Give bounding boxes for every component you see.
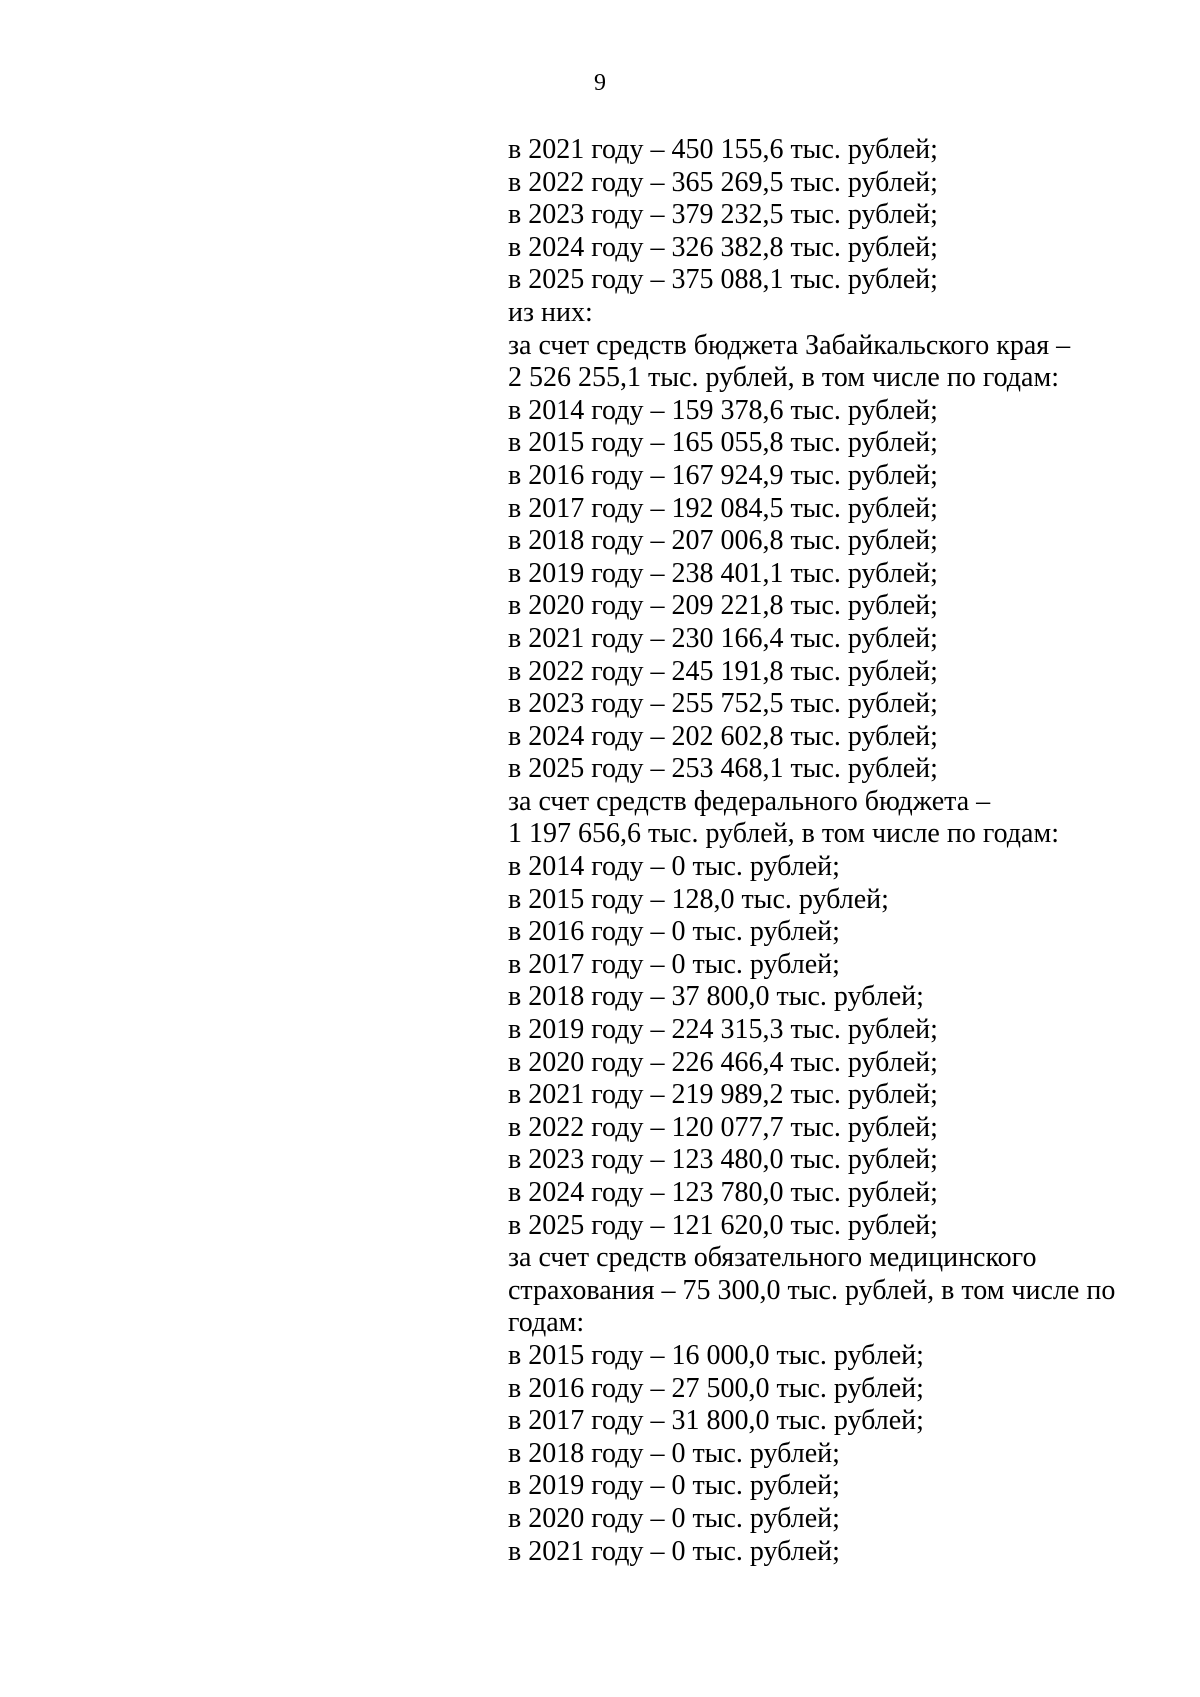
text-line: в 2017 году – 0 тыс. рублей; xyxy=(508,948,840,980)
text-line: в 2019 году – 0 тыс. рублей; xyxy=(508,1470,840,1502)
text-line: годам: xyxy=(508,1307,585,1339)
text-line: в 2016 году – 27 500,0 тыс. рублей; xyxy=(508,1372,924,1404)
text-line: в 2021 году – 0 тыс. рублей; xyxy=(508,1535,840,1567)
text-line: в 2018 году – 207 006,8 тыс. рублей; xyxy=(508,525,938,557)
text-line: в 2023 году – 379 232,5 тыс. рублей; xyxy=(508,199,938,231)
text-line: в 2017 году – 31 800,0 тыс. рублей; xyxy=(508,1405,924,1437)
text-line: в 2024 году – 326 382,8 тыс. рублей; xyxy=(508,231,938,263)
text-line: в 2015 году – 128,0 тыс. рублей; xyxy=(508,883,889,915)
text-line: в 2015 году – 16 000,0 тыс. рублей; xyxy=(508,1339,924,1371)
text-line: в 2016 году – 167 924,9 тыс. рублей; xyxy=(508,459,938,491)
text-line: в 2023 году – 255 752,5 тыс. рублей; xyxy=(508,688,938,720)
text-line: в 2015 году – 165 055,8 тыс. рублей; xyxy=(508,427,938,459)
text-line: в 2019 году – 238 401,1 тыс. рублей; xyxy=(508,557,938,589)
text-line: в 2014 году – 0 тыс. рублей; xyxy=(508,851,840,883)
text-line: в 2019 году – 224 315,3 тыс. рублей; xyxy=(508,1014,938,1046)
text-line: в 2017 году – 192 084,5 тыс. рублей; xyxy=(508,492,938,524)
text-line: в 2025 году – 375 088,1 тыс. рублей; xyxy=(508,264,938,296)
text-line: 1 197 656,6 тыс. рублей, в том числе по годам: xyxy=(508,818,1059,850)
text-line: в 2021 году – 230 166,4 тыс. рублей; xyxy=(508,622,938,654)
text-line: за счет средств бюджета Забайкальского края – xyxy=(508,329,1071,361)
text-line: в 2022 году – 120 077,7 тыс. рублей; xyxy=(508,1111,938,1143)
text-line: за счет средств обязательного медицинского xyxy=(508,1242,1037,1274)
text-line: в 2018 году – 37 800,0 тыс. рублей; xyxy=(508,981,924,1013)
text-line: из них: xyxy=(508,296,593,328)
page-number: 9 xyxy=(594,70,606,96)
text-line: 2 526 255,1 тыс. рублей, в том числе по годам: xyxy=(508,362,1059,394)
text-line: в 2020 году – 226 466,4 тыс. рублей; xyxy=(508,1046,938,1078)
text-line: в 2023 году – 123 480,0 тыс. рублей; xyxy=(508,1144,938,1176)
budget-text-block xyxy=(508,134,1148,1568)
text-line: в 2022 году – 365 269,5 тыс. рублей; xyxy=(508,166,938,198)
text-line: в 2024 году – 202 602,8 тыс. рублей; xyxy=(508,720,938,752)
text-line: в 2025 году – 121 620,0 тыс. рублей; xyxy=(508,1209,938,1241)
text-line: в 2024 году – 123 780,0 тыс. рублей; xyxy=(508,1177,938,1208)
text-line: в 2025 году – 253 468,1 тыс. рублей; xyxy=(508,753,938,785)
text-line: в 2020 году – 209 221,8 тыс. рублей; xyxy=(508,590,938,622)
text-line: в 2020 году – 0 тыс. рублей; xyxy=(508,1502,840,1534)
text-line: в 2021 году – 450 155,6 тыс. рублей; xyxy=(508,134,938,165)
text-line: в 2018 году – 0 тыс. рублей; xyxy=(508,1437,840,1469)
text-line: за счет средств федерального бюджета – xyxy=(508,785,991,817)
text-line: в 2022 году – 245 191,8 тыс. рублей; xyxy=(508,655,938,687)
text-line: в 2016 году – 0 тыс. рублей; xyxy=(508,916,840,948)
text-line: в 2021 году – 219 989,2 тыс. рублей; xyxy=(508,1079,938,1111)
text-line: страхования – 75 300,0 тыс. рублей, в том числе по xyxy=(508,1274,1116,1306)
text-line: в 2014 году – 159 378,6 тыс. рублей; xyxy=(508,394,938,426)
